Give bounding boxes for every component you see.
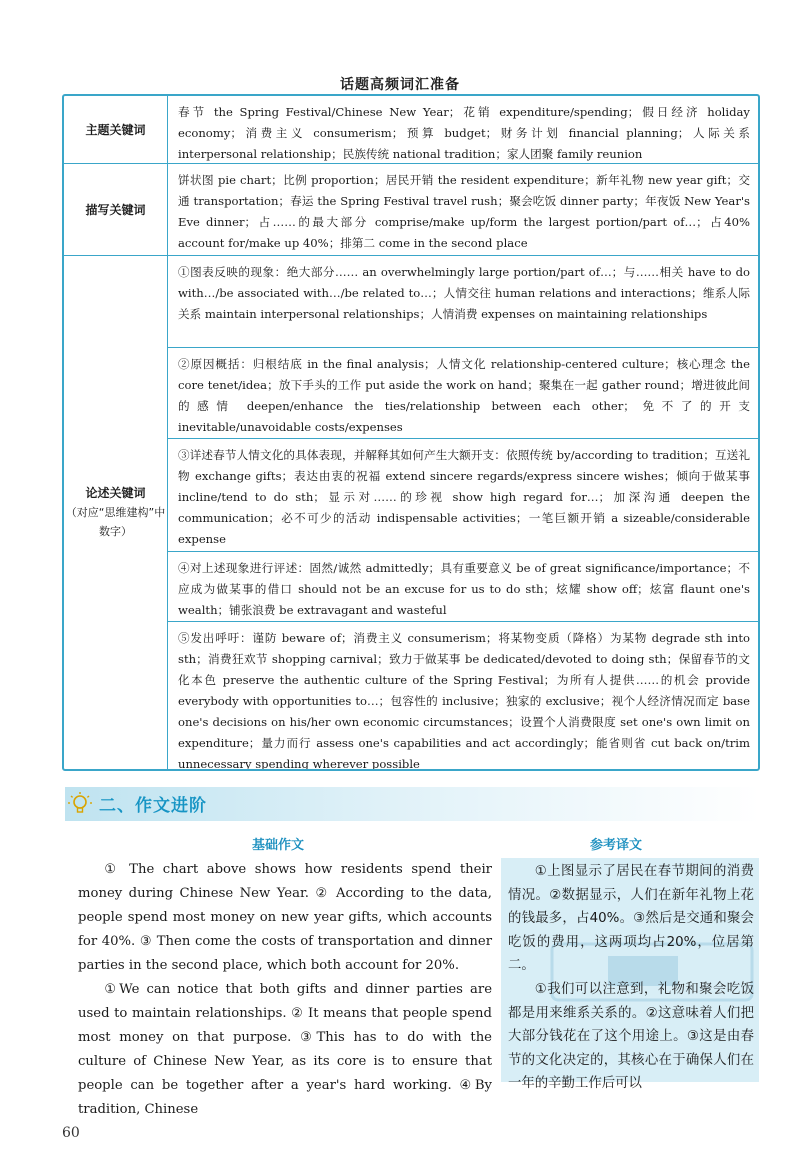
row-content: 饼状图 pie chart；比例 proportion；居民开销 the resident expenditure；新年礼物 new year gift；交通 transportation；春运 the Spring Festival travel rush；聚会吃饭 dinner party；年夜饭 New Year's Eve dinner；占……的最大部分 comprise/make up/form the largest portion/part of…；占40% account for/make up 40%；排第二 come in the second place [178,173,750,250]
argument-item-3 [168,439,758,552]
argument-item-text: ⑤发出呼吁：谨防 beware of；消费主义 consumerism；将某物变质（降格）为某物 degrade sth into sth；消费狂欢节 shopping carnival；致力于做某事 be dedicated/devoted to doing sth；保留春节的文化本色 preserve the authentic culture of the Spring Festival；为所有人提供……的机会 provide everybody with opportunities to…；包容性的 inclusive；独家的 exclusive；视个人经济情况而定 base one's decisions on his/her own economic circumstances；设置个人消费限度 set one's own limit on expenditure；量力而行 assess one's capabilities and act accordingly；能省则省 cut back on/trim unnecessary spending wherever possible [178,631,750,769]
argument-item-1 [168,256,758,348]
page-title: 话题高频词汇准备 [340,77,460,93]
argument-item-4 [168,552,758,622]
vocabulary-table [62,94,760,771]
section-header [65,787,760,821]
essay-paragraph: ①We can notice that both gifts and dinner parties are used to maintain relationships. ② It means that people spend most money on that purpose. ③This has to do with the culture of Chinese New Year, as its core is to ensure that people can be together after a year's hard working. ④By tradition, Chinese [78,982,492,1117]
row-label-text: 论述关键词 [85,486,146,500]
row-label-text: 主题关键词 [85,123,146,137]
argument-items [168,256,758,769]
page-number: 60 [62,1125,80,1141]
essay-title: 基础作文 [252,838,305,853]
row-label [64,96,168,163]
lightbulb-icon [67,791,93,817]
essay-paragraph: ① The chart above shows how residents spend their money during Chinese New Year. ② According to the data, people spend most money on new year gifts, which accounts for 40%. ③ Then come the costs of transportation and dinner parties in the second place, which both account for 20%. [78,862,492,973]
row-content: 春节 the Spring Festival/Chinese New Year；花销 expenditure/spending；假日经济 holiday economy；消费主义 consumerism；预算 budget；财务计划 financial planning；人际关系 interpersonal relationship；民族传统 national tradition；家人团聚 family reunion [178,105,750,161]
argument-item-text: ①图表反映的现象：绝大部分…… an overwhelmingly large portion/part of…；与……相关 have to do with…/be associated with…/be related to…；人情交往 human relations and interactions；维系人际关系 maintain interpersonal relationships；人情消费 expenses on maintaining relationships [178,265,750,321]
section-heading: 二、作文进阶 [99,796,207,816]
row-label-note: （对应“思维建构”中数字） [65,506,166,538]
table-row-argument [64,256,758,769]
translation-paragraph: ①我们可以注意到，礼物和聚会吃饭都是用来维系关系的。②这意味着人们把大部分钱花在了这个用途上。③这是由春节的文化决定的，其核心在于确保人们在一年的辛勤工作后可以 [508,981,754,1092]
row-label [64,164,168,255]
translation-body [508,860,754,1096]
essay-body [78,858,492,1122]
argument-item-2 [168,348,758,439]
argument-item-text: ④对上述现象进行评述：固然/诚然 admittedly；具有重要意义 be of great significance/importance；不应成为做某事的借口 should not be an excuse for us to do sth；炫耀 show off；炫富 flaunt one's wealth；铺张浪费 be extravagant and wasteful [178,561,750,617]
translation-paragraph: ①上图显示了居民在春节期间的消费情况。②数据显示，人们在新年礼物上花的钱最多，占40%。③然后是交通和聚会吃饭的费用，这两项均占20%，位居第二。 [508,864,754,974]
row-label-text: 描写关键词 [85,203,146,217]
argument-item-text: ②原因概括：归根结底 in the final analysis；人情文化 relationship-centered culture；核心理念 the core tenet/idea；放下手头的工作 put aside the work on hand；聚集在一起 gather round；增进彼此间的感情 deepen/enhance the ties/relationship between each other；免不了的开支 inevitable/unavoidable costs/expenses [178,357,750,434]
table-row-description [64,164,758,256]
row-label [64,256,168,769]
translation-title: 参考译文 [590,838,643,853]
argument-item-5 [168,622,758,769]
argument-item-text: ③详述春节人情文化的具体表现，并解释其如何产生大额开支：依照传统 by/according to tradition；互送礼物 exchange gifts；表达由衷的祝福 extend sincere regards/express sincere wishes；倾向于做某事 incline/tend to do sth；显示对……的珍视 show high regard for…；加深沟通 deepen the communication；必不可少的活动 indispensable activities；一笔巨额开销 a sizeable/considerable expense [178,448,750,546]
table-row-theme [64,96,758,164]
